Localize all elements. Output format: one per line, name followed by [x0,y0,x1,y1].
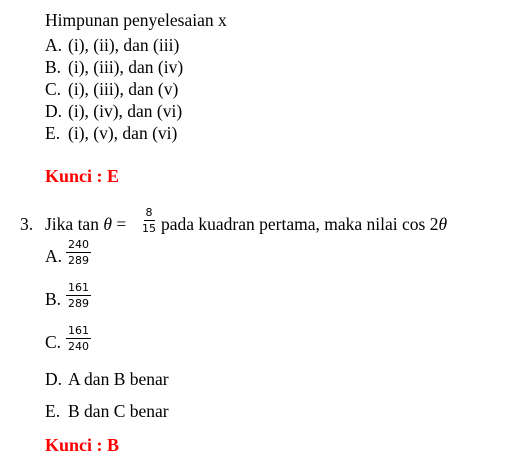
option-d-text: (i), (iv), dan (vi) [68,101,183,121]
q3-option-e-letter: E. [45,401,61,421]
question-stem-part2: pada kuadran pertama, maka nilai cos 2θ [161,214,448,234]
option-e-text: (i), (v), dan (vi) [68,123,178,143]
question-number: 3. [20,214,34,234]
q3-option-c-letter: C. [45,332,62,352]
option-d-letter: D. [45,101,63,121]
option-b-text: (i), (iii), dan (iv) [68,57,184,77]
option-b-letter: B. [45,57,62,77]
answer-key-previous: Kunci : E [45,166,120,186]
question-fraction: $\frac{8}{15}$ [142,206,156,235]
q3-option-b-letter: B. [45,289,62,309]
option-a-text: (i), (ii), dan (iii) [68,35,180,55]
option-e-letter: E. [45,123,61,143]
q3-option-a-letter: A. [45,246,63,266]
option-c-text: (i), (iii), dan (v) [68,79,179,99]
q3-option-d-letter: D. [45,369,63,389]
question-stem-part1: Jika tan θ = [45,214,127,234]
previous-question-stem: Himpunan penyelesaian x [45,10,227,30]
q3-option-c-fraction: $\frac{161}{240}$ [68,324,89,353]
answer-key-q3: Kunci : B [45,435,120,455]
q3-option-a-fraction: $\frac{240}{289}$ [68,238,89,267]
option-a-letter: A. [45,35,63,55]
q3-option-d-text: A dan B benar [68,369,169,389]
option-c-letter: C. [45,79,62,99]
q3-option-b-fraction: $\frac{161}{289}$ [68,281,89,310]
q3-option-e-text: B dan C benar [68,401,169,421]
